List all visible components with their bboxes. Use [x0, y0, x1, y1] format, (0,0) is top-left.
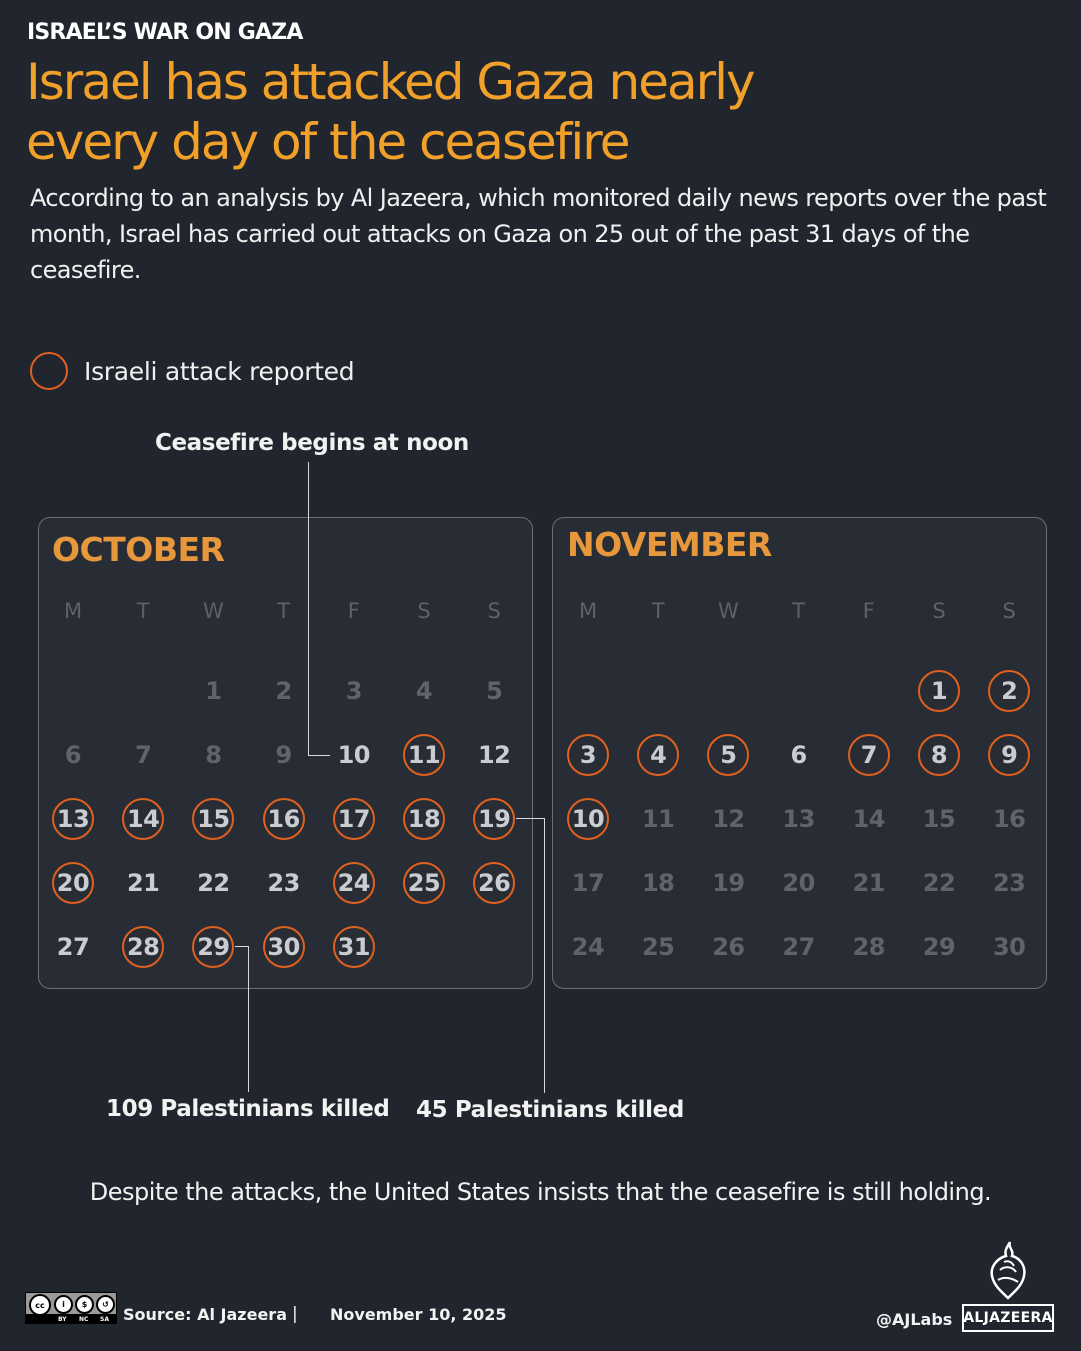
calendar-day-november-12: 12 [712, 805, 745, 833]
calendar-day-november-30: 30 [992, 933, 1026, 961]
dek: According to an analysis by Al Jazeera, which monitored daily news reports over the past month, Israel has carried out attacks on Gaza on 25 out of the past 31 days of the ceasefire. [30, 184, 1047, 284]
weekday-label: F [347, 599, 360, 623]
calendar-day-october-16-attack: 16 [263, 798, 305, 840]
calendar-day-october-28-attack: 28 [122, 926, 164, 968]
calendar-day-november-23: 23 [992, 869, 1026, 897]
calendar-day-november-29: 29 [922, 933, 956, 961]
calendar-day-october-25-attack: 25 [403, 862, 445, 904]
calendar-day-november-3-attack: 3 [567, 734, 609, 776]
calendar-day-october-14-attack: 14 [122, 798, 164, 840]
weekday-label: W [203, 599, 224, 623]
annotation-oct19: 45 Palestinians killed [416, 1097, 684, 1123]
calendar-day-november-8-attack: 8 [918, 734, 960, 776]
creative-commons-badge[interactable] [25, 1292, 117, 1324]
calendar-day-november-9-attack: 9 [988, 734, 1030, 776]
footer-separator: | [292, 1304, 298, 1324]
calendar-day-november-2-attack: 2 [988, 670, 1030, 712]
nc-icon: $ [75, 1295, 94, 1314]
calendar-day-november-17: 17 [571, 869, 605, 897]
weekday-label: T [792, 599, 805, 623]
cc-sa: SA [100, 1316, 109, 1323]
calendar-day-october-18-attack: 18 [403, 798, 445, 840]
calendar-day-october-5: 5 [486, 677, 503, 705]
calendar-day-october-20-attack: 20 [52, 862, 94, 904]
calendar-day-november-7-attack: 7 [848, 734, 890, 776]
calendar-day-october-1: 1 [205, 677, 222, 705]
publish-date: November 10, 2025 [330, 1305, 507, 1324]
weekday-label: S [417, 599, 431, 623]
calendar-day-october-10: 10 [337, 741, 370, 769]
legend [30, 352, 354, 390]
calendar-day-november-24: 24 [571, 933, 605, 961]
weekday-label: S [932, 599, 946, 623]
annotation-ceasefire: Ceasefire begins at noon [155, 430, 469, 456]
month-title-november: NOVEMBER [567, 525, 772, 564]
sa-icon: ↺ [96, 1295, 115, 1314]
calendar-day-october-4: 4 [415, 677, 433, 705]
calendar-day-october-31-attack: 31 [333, 926, 375, 968]
weekday-label: S [487, 599, 501, 623]
calendar-day-november-6: 6 [790, 741, 807, 769]
calendar-day-october-26-attack: 26 [473, 862, 515, 904]
calendar-day-november-5-attack: 5 [707, 734, 749, 776]
calendar-day-october-22: 22 [197, 869, 230, 897]
annotation-oct29-leader-vertical [248, 946, 249, 1092]
aj-labs-handle[interactable]: @AJLabs [876, 1310, 953, 1329]
calendar-day-october-7: 7 [135, 741, 152, 769]
annotation-oct29-leader-horizontal [235, 946, 249, 947]
calendar-day-october-13-attack: 13 [52, 798, 94, 840]
calendar-day-october-3: 3 [345, 677, 362, 705]
by-icon: i [54, 1295, 73, 1314]
cc-nc: NC [79, 1316, 89, 1323]
weekday-label: T [136, 599, 150, 623]
annotation-ceasefire-leader-over-panel [308, 517, 309, 756]
weekday-label: F [862, 599, 875, 623]
aljazeera-wordmark[interactable]: ALJAZEERA [962, 1304, 1054, 1332]
calendar-day-october-21: 21 [126, 869, 160, 897]
calendar-day-november-1-attack: 1 [918, 670, 960, 712]
calendar-day-october-24-attack: 24 [333, 862, 375, 904]
cc-by: BY [58, 1316, 67, 1323]
calendar-day-october-6: 6 [64, 741, 82, 769]
calendar-day-november-11: 11 [641, 805, 675, 833]
cc-icon: cc [29, 1294, 51, 1316]
headline [26, 52, 1026, 172]
calendar-day-november-25: 25 [641, 933, 675, 961]
calendar-day-october-19-attack: 19 [473, 798, 515, 840]
calendar-day-november-20: 20 [782, 869, 815, 897]
calendar-day-october-12: 12 [477, 741, 511, 769]
calendar-day-november-10-attack: 10 [567, 798, 609, 840]
orange-ring-icon [30, 352, 68, 390]
weekday-label: T [277, 599, 290, 623]
calendar-day-november-22: 22 [922, 869, 956, 897]
annotation-ceasefire-leader-tick [308, 755, 330, 756]
calendar-day-november-13: 13 [782, 805, 815, 833]
annotation-oct19-leader-horizontal [516, 818, 544, 819]
weekday-label: T [651, 599, 665, 623]
calendar-day-november-15: 15 [922, 805, 956, 833]
calendar-day-october-2: 2 [275, 677, 292, 705]
weekday-label: M [63, 599, 83, 623]
annotation-oct19-leader-vertical [544, 818, 545, 1093]
calendar-day-november-21: 21 [852, 869, 885, 897]
calendar-day-november-27: 27 [782, 933, 815, 961]
aljazeera-logo-icon [984, 1240, 1032, 1302]
calendar-day-october-29-attack: 29 [192, 926, 234, 968]
calendar-day-october-11-attack: 11 [403, 734, 445, 776]
source: Source: Al Jazeera [123, 1305, 287, 1324]
calendar-day-november-4-attack: 4 [637, 734, 679, 776]
calendar-day-october-15-attack: 15 [192, 798, 234, 840]
annotation-oct29: 109 Palestinians killed [106, 1096, 390, 1122]
calendar-day-october-17-attack: 17 [333, 798, 375, 840]
weekday-label: M [578, 599, 598, 623]
calendar-day-november-14: 14 [852, 805, 885, 833]
calendar-day-november-18: 18 [641, 869, 675, 897]
closing-statement: Despite the attacks, the United States insists that the ceasefire is still holding. [89, 1178, 992, 1206]
calendar-day-october-30-attack: 30 [263, 926, 305, 968]
legend-label: Israeli attack reported [84, 356, 355, 386]
calendar-day-november-16: 16 [992, 805, 1026, 833]
calendar-day-october-9: 9 [275, 741, 292, 769]
calendar-day-october-23: 23 [267, 869, 300, 897]
calendar-day-november-28: 28 [852, 933, 885, 961]
headline-line-1: Israel has attacked Gaza nearly [26, 53, 754, 111]
weekday-label: S [1002, 599, 1016, 623]
weekday-label: W [718, 599, 739, 623]
calendar-day-november-26: 26 [712, 933, 745, 961]
headline-line-2: every day of the ceasefire [26, 113, 629, 171]
calendar-day-november-19: 19 [712, 869, 745, 897]
calendar-day-october-8: 8 [205, 741, 222, 769]
month-title-october: OCTOBER [52, 530, 225, 569]
calendar-day-october-27: 27 [56, 933, 90, 961]
kicker: ISRAEL’S WAR ON GAZA [27, 20, 303, 45]
